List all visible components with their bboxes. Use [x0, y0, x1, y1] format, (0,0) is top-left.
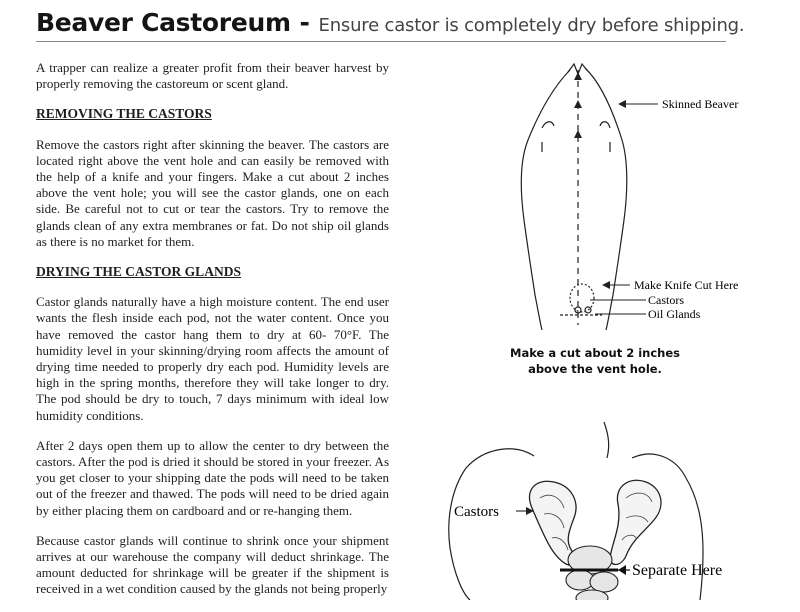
label-separate-here: Separate Here	[632, 562, 723, 579]
caption-line-2: above the vent hole.	[528, 362, 662, 376]
page-title: Beaver Castoreum	[36, 8, 291, 37]
body-outline-right	[686, 478, 703, 600]
title-separator: -	[290, 8, 319, 37]
castor-pod-right	[610, 480, 661, 564]
header-rule	[36, 41, 726, 42]
castor-glands-diagram	[404, 418, 800, 600]
section-heading-removing: REMOVING THE CASTORS	[36, 106, 212, 122]
caption-line-1: Make a cut about 2 inches	[510, 346, 680, 360]
section-heading-drying: DRYING THE CASTOR GLANDS	[36, 264, 241, 280]
drying-paragraph-1: Castor glands naturally have a high moisture content. The end user wants the flesh inside each pod, not the water content. Once you have removed the castor hang them to dry at 60- 70°F. The humidity level in your skinning/drying room affects the amount of drying time needed to properly dry each pod. Humidity levels are high in the spring months, therefore they will take longer to dry. The pod should be dry to touch, 7 days minimum with ideal low humidity conditions.	[36, 294, 389, 423]
label-skinned-beaver: Skinned Beaver	[662, 97, 739, 111]
label-castors-fig1: Castors	[648, 293, 684, 307]
intro-paragraph: A trapper can realize a greater profit from their beaver harvest by properly removing the castoreum or scent gland.	[36, 60, 389, 92]
page-subtitle: Ensure castor is completely dry before shipping.	[318, 15, 745, 36]
removing-paragraph: Remove the castors right after skinning the beaver. The castors are located right above the vent hole and can easily be removed with the help of a knife and your fingers. Make a cut about 2 inches above the vent hole; you will see the castor glands, one on each side. Be careful not to cut or tear the castors. Try to remove the glands clean of any extra membranes or fat. Do not ship oil glands as there is no market for them.	[36, 136, 389, 249]
drying-paragraph-3: Because castor glands will continue to shrink once your shipment arrives at our warehouse the company will deduct shrinkage. The amount deducted for shrinkage will be greater if the shipment is received in a wet condition caused by the glands not being properly	[36, 532, 389, 597]
drying-paragraph-2: After 2 days open them up to allow the center to dry between the castors. After the pod is dried it should be stored in your freezer. As you get closer to your shipping date the pods will need to be taken out of the freezer and thawed. The pods will need to be dried again by either placing them on cardboard and or re-hanging them.	[36, 437, 389, 518]
label-oil-glands: Oil Glands	[648, 307, 701, 321]
beaver-body-outline	[521, 70, 570, 330]
text-column	[36, 60, 389, 612]
body-outline-left	[449, 468, 470, 600]
skinned-beaver-diagram	[450, 60, 780, 330]
figure-caption	[470, 345, 720, 377]
page-header	[36, 8, 745, 40]
label-make-knife-cut: Make Knife Cut Here	[634, 278, 739, 292]
label-castors-fig2: Castors	[454, 504, 499, 520]
